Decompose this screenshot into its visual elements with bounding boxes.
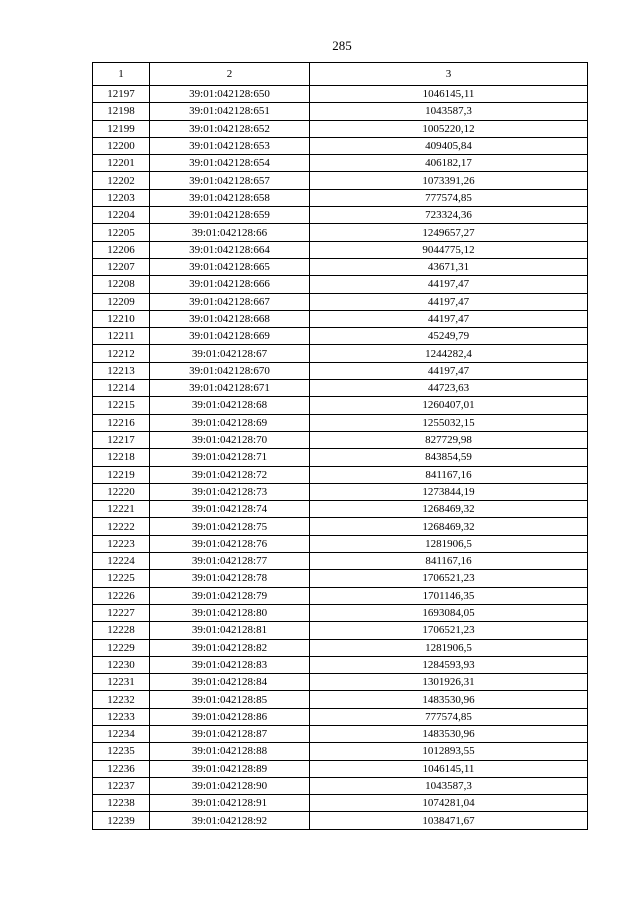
cadastral-number-cell: 39:01:042128:71: [150, 449, 310, 466]
value-cell: 1281906,5: [310, 535, 588, 552]
row-number-cell: 12204: [93, 207, 150, 224]
row-number-cell: 12219: [93, 466, 150, 483]
row-number-cell: 12223: [93, 535, 150, 552]
value-cell: 1706521,23: [310, 570, 588, 587]
table-row: [93, 449, 588, 466]
table-row: [93, 137, 588, 154]
table-row: [93, 155, 588, 172]
value-cell: 1012893,55: [310, 743, 588, 760]
cadastral-number-cell: 39:01:042128:67: [150, 345, 310, 362]
table-row: [93, 345, 588, 362]
table-row: [93, 777, 588, 794]
value-cell: 44723,63: [310, 380, 588, 397]
value-cell: 1249657,27: [310, 224, 588, 241]
cadastral-number-cell: 39:01:042128:76: [150, 535, 310, 552]
cadastral-number-cell: 39:01:042128:667: [150, 293, 310, 310]
row-number-cell: 12200: [93, 137, 150, 154]
value-cell: 9044775,12: [310, 241, 588, 258]
row-number-cell: 12214: [93, 380, 150, 397]
value-cell: 1074281,04: [310, 795, 588, 812]
value-cell: 406182,17: [310, 155, 588, 172]
row-number-cell: 12233: [93, 708, 150, 725]
table-row: [93, 604, 588, 621]
value-cell: 1483530,96: [310, 725, 588, 742]
table-row: [93, 328, 588, 345]
row-number-cell: 12238: [93, 795, 150, 812]
cadastral-number-cell: 39:01:042128:91: [150, 795, 310, 812]
table-row: [93, 380, 588, 397]
table-row: [93, 431, 588, 448]
column-header-3: 3: [310, 63, 588, 86]
row-number-cell: 12239: [93, 812, 150, 829]
row-number-cell: 12215: [93, 397, 150, 414]
cadastral-number-cell: 39:01:042128:84: [150, 674, 310, 691]
cadastral-number-cell: 39:01:042128:670: [150, 362, 310, 379]
column-header-1: 1: [93, 63, 150, 86]
table-row: [93, 812, 588, 829]
cadastral-number-cell: 39:01:042128:666: [150, 276, 310, 293]
row-number-cell: 12205: [93, 224, 150, 241]
row-number-cell: 12220: [93, 483, 150, 500]
value-cell: 45249,79: [310, 328, 588, 345]
cadastral-number-cell: 39:01:042128:80: [150, 604, 310, 621]
row-number-cell: 12230: [93, 656, 150, 673]
table-row: [93, 760, 588, 777]
value-cell: 44197,47: [310, 362, 588, 379]
cadastral-number-cell: 39:01:042128:77: [150, 553, 310, 570]
table-row: [93, 622, 588, 639]
cadastral-number-cell: 39:01:042128:90: [150, 777, 310, 794]
cadastral-number-cell: 39:01:042128:82: [150, 639, 310, 656]
value-cell: 1244282,4: [310, 345, 588, 362]
value-cell: 827729,98: [310, 431, 588, 448]
column-header-2: 2: [150, 63, 310, 86]
value-cell: 1706521,23: [310, 622, 588, 639]
value-cell: 777574,85: [310, 189, 588, 206]
cadastral-number-cell: 39:01:042128:83: [150, 656, 310, 673]
table-row: [93, 120, 588, 137]
row-number-cell: 12218: [93, 449, 150, 466]
row-number-cell: 12212: [93, 345, 150, 362]
row-number-cell: 12217: [93, 431, 150, 448]
row-number-cell: 12226: [93, 587, 150, 604]
row-number-cell: 12197: [93, 86, 150, 103]
cadastral-number-cell: 39:01:042128:669: [150, 328, 310, 345]
row-number-cell: 12236: [93, 760, 150, 777]
cadastral-number-cell: 39:01:042128:92: [150, 812, 310, 829]
value-cell: 44197,47: [310, 276, 588, 293]
cadastral-number-cell: 39:01:042128:668: [150, 310, 310, 327]
cadastral-number-cell: 39:01:042128:659: [150, 207, 310, 224]
table-row: [93, 518, 588, 535]
table-row: [93, 172, 588, 189]
value-cell: 843854,59: [310, 449, 588, 466]
table-row: [93, 207, 588, 224]
row-number-cell: 12198: [93, 103, 150, 120]
cadastral-number-cell: 39:01:042128:85: [150, 691, 310, 708]
row-number-cell: 12202: [93, 172, 150, 189]
row-number-cell: 12227: [93, 604, 150, 621]
row-number-cell: 12207: [93, 258, 150, 275]
value-cell: 1273844,19: [310, 483, 588, 500]
cadastral-number-cell: 39:01:042128:86: [150, 708, 310, 725]
cadastral-number-cell: 39:01:042128:657: [150, 172, 310, 189]
value-cell: 1255032,15: [310, 414, 588, 431]
cadastral-number-cell: 39:01:042128:671: [150, 380, 310, 397]
cadastral-number-cell: 39:01:042128:72: [150, 466, 310, 483]
table-row: [93, 103, 588, 120]
cadastral-number-cell: 39:01:042128:66: [150, 224, 310, 241]
value-cell: 841167,16: [310, 553, 588, 570]
cadastral-number-cell: 39:01:042128:73: [150, 483, 310, 500]
cadastral-number-cell: 39:01:042128:664: [150, 241, 310, 258]
value-cell: 1043587,3: [310, 103, 588, 120]
table-row: [93, 656, 588, 673]
cadastral-number-cell: 39:01:042128:68: [150, 397, 310, 414]
table-row: [93, 276, 588, 293]
row-number-cell: 12216: [93, 414, 150, 431]
table-row: [93, 708, 588, 725]
value-cell: 723324,36: [310, 207, 588, 224]
row-number-cell: 12229: [93, 639, 150, 656]
table-row: [93, 397, 588, 414]
table-row: [93, 639, 588, 656]
cadastral-number-cell: 39:01:042128:652: [150, 120, 310, 137]
table-header-row: [93, 63, 588, 86]
row-number-cell: 12232: [93, 691, 150, 708]
table-row: [93, 553, 588, 570]
row-number-cell: 12211: [93, 328, 150, 345]
value-cell: 1701146,35: [310, 587, 588, 604]
row-number-cell: 12224: [93, 553, 150, 570]
value-cell: 1483530,96: [310, 691, 588, 708]
table-row: [93, 570, 588, 587]
value-cell: 1043587,3: [310, 777, 588, 794]
row-number-cell: 12199: [93, 120, 150, 137]
table-row: [93, 414, 588, 431]
value-cell: 1073391,26: [310, 172, 588, 189]
row-number-cell: 12225: [93, 570, 150, 587]
table-row: [93, 483, 588, 500]
cadastral-number-cell: 39:01:042128:87: [150, 725, 310, 742]
value-cell: 1281906,5: [310, 639, 588, 656]
table-row: [93, 743, 588, 760]
cadastral-table: [92, 62, 588, 830]
value-cell: 1005220,12: [310, 120, 588, 137]
cadastral-number-cell: 39:01:042128:69: [150, 414, 310, 431]
row-number-cell: 12203: [93, 189, 150, 206]
value-cell: 1693084,05: [310, 604, 588, 621]
cadastral-number-cell: 39:01:042128:79: [150, 587, 310, 604]
row-number-cell: 12231: [93, 674, 150, 691]
table-row: [93, 241, 588, 258]
value-cell: 841167,16: [310, 466, 588, 483]
row-number-cell: 12221: [93, 501, 150, 518]
row-number-cell: 12235: [93, 743, 150, 760]
row-number-cell: 12234: [93, 725, 150, 742]
value-cell: 1284593,93: [310, 656, 588, 673]
row-number-cell: 12208: [93, 276, 150, 293]
table-row: [93, 466, 588, 483]
value-cell: 1268469,32: [310, 518, 588, 535]
value-cell: 44197,47: [310, 310, 588, 327]
row-number-cell: 12201: [93, 155, 150, 172]
table-row: [93, 189, 588, 206]
value-cell: 1046145,11: [310, 86, 588, 103]
table-row: [93, 293, 588, 310]
table-row: [93, 691, 588, 708]
row-number-cell: 12210: [93, 310, 150, 327]
value-cell: 1268469,32: [310, 501, 588, 518]
table-row: [93, 224, 588, 241]
table-row: [93, 587, 588, 604]
value-cell: 43671,31: [310, 258, 588, 275]
value-cell: 409405,84: [310, 137, 588, 154]
cadastral-number-cell: 39:01:042128:75: [150, 518, 310, 535]
cadastral-number-cell: 39:01:042128:653: [150, 137, 310, 154]
row-number-cell: 12206: [93, 241, 150, 258]
value-cell: 1046145,11: [310, 760, 588, 777]
cadastral-number-cell: 39:01:042128:658: [150, 189, 310, 206]
page-number: 285: [332, 38, 352, 53]
row-number-cell: 12222: [93, 518, 150, 535]
cadastral-number-cell: 39:01:042128:654: [150, 155, 310, 172]
table-row: [93, 258, 588, 275]
table-row: [93, 362, 588, 379]
value-cell: 1038471,67: [310, 812, 588, 829]
value-cell: 1260407,01: [310, 397, 588, 414]
cadastral-number-cell: 39:01:042128:651: [150, 103, 310, 120]
table-body: [93, 86, 588, 830]
cadastral-number-cell: 39:01:042128:665: [150, 258, 310, 275]
table-row: [93, 310, 588, 327]
table-row: [93, 674, 588, 691]
cadastral-number-cell: 39:01:042128:81: [150, 622, 310, 639]
cadastral-number-cell: 39:01:042128:74: [150, 501, 310, 518]
table-row: [93, 86, 588, 103]
row-number-cell: 12209: [93, 293, 150, 310]
cadastral-number-cell: 39:01:042128:70: [150, 431, 310, 448]
row-number-cell: 12213: [93, 362, 150, 379]
cadastral-number-cell: 39:01:042128:78: [150, 570, 310, 587]
table-row: [93, 501, 588, 518]
value-cell: 1301926,31: [310, 674, 588, 691]
value-cell: 44197,47: [310, 293, 588, 310]
cadastral-number-cell: 39:01:042128:88: [150, 743, 310, 760]
cadastral-number-cell: 39:01:042128:650: [150, 86, 310, 103]
row-number-cell: 12237: [93, 777, 150, 794]
table-row: [93, 725, 588, 742]
table-row: [93, 535, 588, 552]
row-number-cell: 12228: [93, 622, 150, 639]
table-row: [93, 795, 588, 812]
cadastral-number-cell: 39:01:042128:89: [150, 760, 310, 777]
value-cell: 777574,85: [310, 708, 588, 725]
